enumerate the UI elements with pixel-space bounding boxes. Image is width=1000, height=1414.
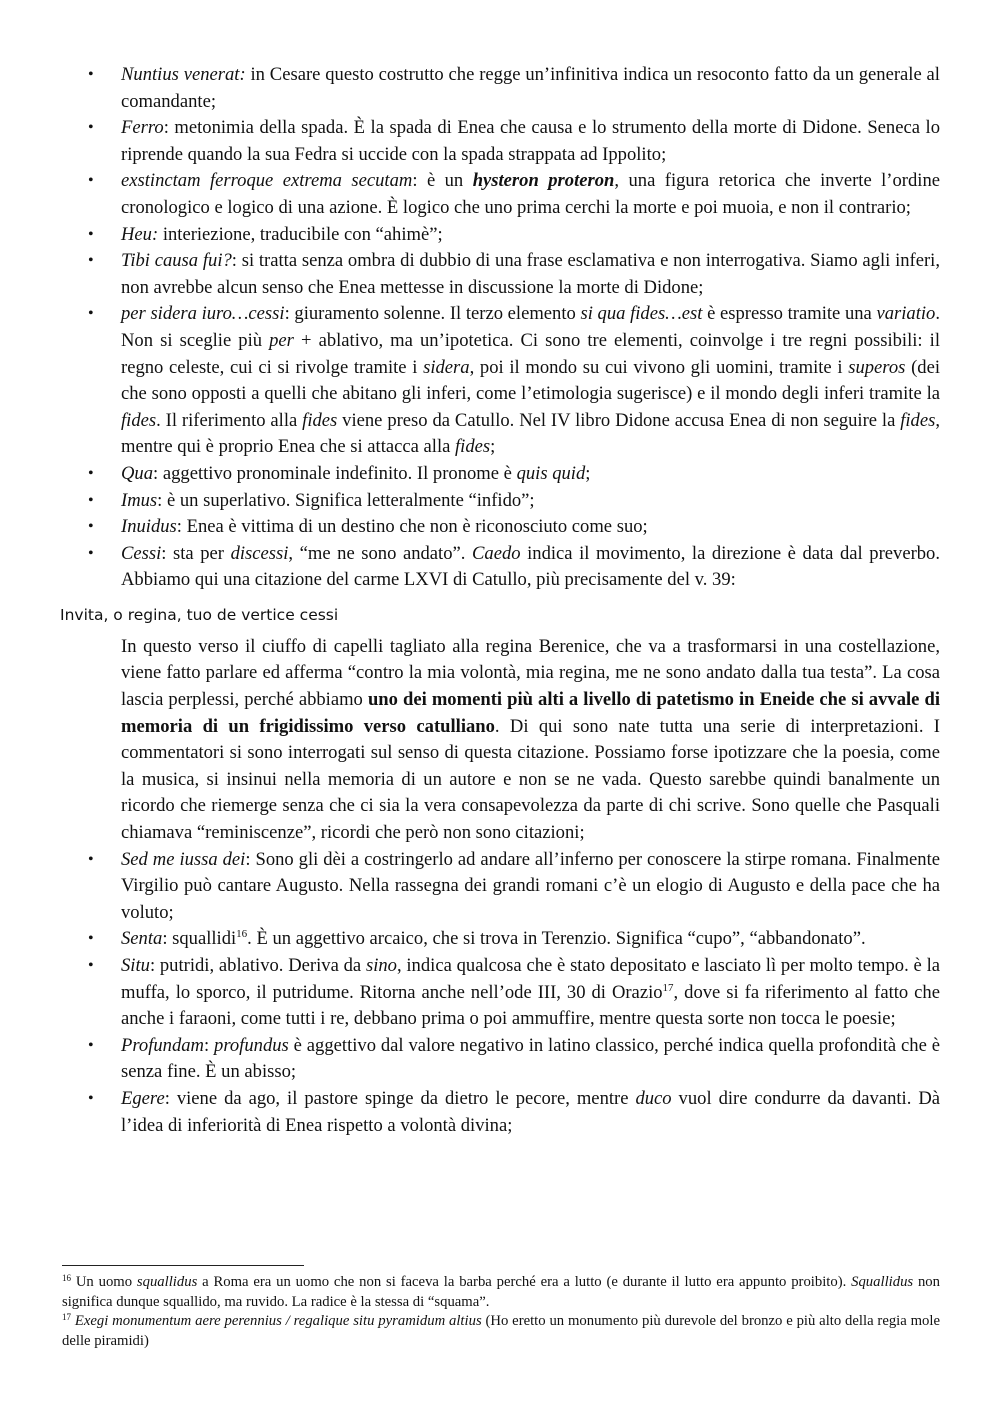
footnote-ref: 17 (62, 1312, 71, 1322)
bullet-icon: • (88, 172, 94, 190)
emphasis-text: hysteron proteron (472, 170, 615, 192)
footnote-ref: 16 (62, 1273, 71, 1283)
italic-text: fides (302, 409, 338, 431)
text-run: interiezione, traducibile con “ahimè”; (158, 223, 443, 245)
bullet-icon: • (88, 66, 94, 83)
text-run: , dove si fa riferimento al fatto che anche i faraoni, come tutti i re, debbano prima o poi ammuffire, mentre questa sorte non tocca le poesie; (121, 981, 940, 1030)
annotation-list (0, 62, 1000, 1139)
italic-text: Tibi causa fui? (121, 250, 232, 272)
list-item (0, 1033, 1000, 1086)
italic-text: per sidera iuro…cessi (121, 303, 285, 325)
italic-text: Sed me iussa dei (121, 848, 246, 870)
footnote (62, 1273, 940, 1312)
italic-text: si qua fides…est (580, 303, 703, 325)
italic-text: fides (900, 409, 936, 431)
text-run: viene preso da Catullo. Nel IV libro Didone accusa Enea di non seguire la (337, 409, 901, 431)
list-item (0, 953, 1000, 1033)
text-run: in Cesare questo costrutto che regge un’infinitiva indica un resoconto fatto da un generale al comandante; (121, 64, 940, 112)
text-run: : metonimia della spada. È la spada di Enea che causa e lo strumento della morte di Didone. Seneca lo riprende quando la sua Fedra si uccide con la spada strappata ad Ippolito; (121, 117, 940, 165)
text-run: ; (585, 462, 591, 484)
italic-text: fides (455, 436, 491, 458)
text-run: (Ho eretto un monumento più durevole del bronzo e più alto della regia mole delle piramidi) (62, 1313, 940, 1349)
italic-text: Exegi monumentum aere perennius / regalique situ pyramidum altius (74, 1313, 482, 1329)
list-item (0, 488, 1000, 515)
list-item (0, 514, 1000, 541)
footnote-ref: 16 (236, 928, 248, 941)
italic-text: Caedo (472, 542, 521, 564)
text-run: : Sono gli dèi a costringerlo ad andare all’inferno per conoscere la stirpe romana. Finalmente Virgilio può cantare Augusto. Nella rassegna dei grandi romani c’è un elogio di Augusto e della pace che ha voluto; (121, 848, 940, 923)
text-run: : si tratta senza ombra di dubbio di una frase esclamativa e non interrogativa. Siamo agli inferi, non avrebbe alcun senso che Enea mettesse in discussione la morte di Didone; (121, 250, 940, 298)
bullet-icon: • (88, 957, 94, 974)
emphasis-text: uno dei momenti più alti a livello di patetismo in Eneide che si avvale di memoria di un frigidissimo verso catulliano (121, 689, 940, 737)
italic-text: Qua (121, 462, 154, 484)
italic-text: Cessi (121, 542, 162, 564)
italic-text: squallidus (136, 1274, 198, 1290)
text-run: : putridi, ablativo. Deriva da (149, 955, 366, 976)
text-run: : sta per (161, 542, 231, 564)
footnotes (62, 1273, 940, 1351)
italic-text: Profundam (121, 1034, 204, 1056)
text-run: ; (490, 436, 496, 458)
italic-text: discessi (230, 542, 289, 564)
bullet-icon: • (88, 491, 94, 509)
footnote-separator (62, 1265, 304, 1266)
bullet-icon: • (88, 252, 94, 270)
text-run: , “me ne sono andato”. (288, 542, 472, 564)
italic-text: duco (635, 1087, 672, 1109)
text-run: Un uomo (71, 1274, 137, 1290)
list-item (0, 541, 1000, 594)
italic-text: sidera (423, 356, 470, 378)
italic-text: sino (365, 955, 397, 976)
text-run: : (203, 1034, 215, 1056)
italic-text: Nuntius venerat: (121, 64, 246, 85)
list-item (0, 62, 1000, 115)
text-run: è aggettivo dal valore negativo in latino classico, perché indica quella profondità che è senza fine. È un abisso; (121, 1034, 940, 1083)
bullet-icon: • (88, 518, 94, 536)
list-item (0, 1086, 1000, 1139)
italic-text: quis quid (516, 462, 586, 484)
bullet-icon: • (88, 930, 94, 948)
italic-text: Ferro (121, 117, 164, 139)
italic-text: superos (848, 356, 906, 378)
italic-text: Imus (121, 489, 158, 511)
text-run: , indica qualcosa che è stato depositato e lasciato lì per molto tempo. è la muffa, lo sporco, il putridume. Ritorna anche nell’ode III, 30 di Orazio (121, 955, 940, 1003)
list-item (0, 847, 1000, 927)
bullet-icon: • (88, 1089, 94, 1107)
text-run: . Non si sceglie più (121, 303, 940, 351)
text-run: a Roma era un uomo che non si faceva la barba perché era a lutto (e durante il lutto era appunto proibito). (197, 1274, 852, 1290)
list-item (0, 168, 1000, 221)
text-run: : Enea è vittima di un destino che non è riconosciuto come suo; (176, 516, 648, 538)
list-item (0, 248, 1000, 301)
list-item (0, 115, 1000, 168)
bullet-icon: • (88, 225, 94, 243)
bullet-icon: • (88, 544, 94, 562)
text-run: : è un superlativo. Significa letteralmente “infido”; (157, 489, 535, 511)
italic-text: exstinctam ferroque extrema secutam (121, 170, 413, 192)
continuation-paragraph (0, 634, 1000, 847)
text-run: : giuramento solenne. Il terzo elemento (284, 303, 581, 325)
bullet-icon: • (88, 119, 94, 137)
bullet-icon: • (88, 305, 94, 323)
text-run: In questo verso il ciuffo di capelli tagliato alla regina Berenice, che va a trasformarsi in una costellazione, viene fatto parlare ed afferma “contro la mia volontà, mia regina, me ne sono andato dalla tua testa”. La cosa lascia perplessi, perché abbiamo (121, 635, 940, 711)
text-run: è espresso tramite una (702, 303, 877, 325)
text-run: non significa dunque squallido, ma ruvido. La radice è la stessa di “squama”. (62, 1274, 940, 1310)
text-run: + ablativo, ma un’ipotetica. Ci sono tre elementi, coinvolge i tre regni possibili: il regno celeste, cui ci si rivolge tramite i (121, 329, 940, 378)
list-item (0, 222, 1000, 249)
text-run: : è un (412, 170, 473, 192)
text-run: . È un aggettivo arcaico, che si trova in Terenzio. Significa “cupo”, “abbandonato”. (247, 928, 866, 950)
text-run: (dei che sono opposti a quelli che abitano gli inferi, come l’etimologia sugerisce) e il mondo degli inferi tramite la (121, 356, 940, 405)
list-item (0, 926, 1000, 953)
italic-text: Situ (121, 955, 150, 976)
text-run: , poi il mondo su cui vivono gli uomini, tramite i (469, 356, 849, 378)
text-run: , una figura retorica che inverte l’ordine cronologico e logico di una azione. È logico che uno prima cerchi la morte e poi muoia, e non il contrario; (121, 170, 941, 218)
text-run: indica il movimento, la direzione è data dal preverbo. Abbiamo qui una citazione del carme LXVI di Catullo, più precisamente del v. 39: (121, 542, 941, 591)
quoted-verse: Invita, o regina, tuo de vertice cessi (60, 605, 339, 624)
list-item (0, 301, 1000, 461)
text-run: : aggettivo pronominale indefinito. Il pronome è (153, 462, 517, 484)
text-run: , mentre qui è proprio Enea che si attacca alla (121, 409, 940, 458)
bullet-icon: • (88, 850, 94, 868)
text-run: : squallidi (162, 928, 237, 950)
italic-text: fides (121, 409, 157, 431)
text-run: : viene da ago, il pastore spinge da dietro le pecore, mentre (164, 1087, 636, 1109)
italic-text: profundus (214, 1034, 289, 1056)
text-run: . Di qui sono nate tutta una serie di interpretazioni. I commentatori si sono interrogati sul senso di questa citazione. Possiamo forse ipotizzare che la poesia, come la musica, si insinui nella memoria di un autore e non se ne vada. Questo sarebbe quindi banalmente un ricordo che riemerge senza che ci sia la vera consapevolezza da parte di chi scrive. Sono quelle che Pasquali chiamava “reminiscenze”, ricordi che però non sono citazioni; (121, 715, 940, 844)
bullet-icon: • (88, 1036, 94, 1054)
list-item (0, 461, 1000, 488)
italic-text: Inuidus (121, 516, 177, 538)
footnote-ref: 17 (662, 981, 674, 994)
italic-text: Heu: (121, 223, 159, 245)
bullet-icon: • (88, 464, 94, 482)
italic-text: variatio (876, 303, 936, 325)
text-run: . Il riferimento alla (156, 409, 303, 431)
text-run: vuol dire condurre da davanti. Dà l’idea di inferiorità di Enea rispetto a volontà divina; (121, 1087, 940, 1136)
footnote (62, 1312, 940, 1351)
italic-text: Egere (121, 1087, 165, 1109)
italic-text: Squallidus (851, 1274, 914, 1290)
italic-text: Senta (121, 928, 163, 950)
italic-text: per (269, 329, 294, 351)
